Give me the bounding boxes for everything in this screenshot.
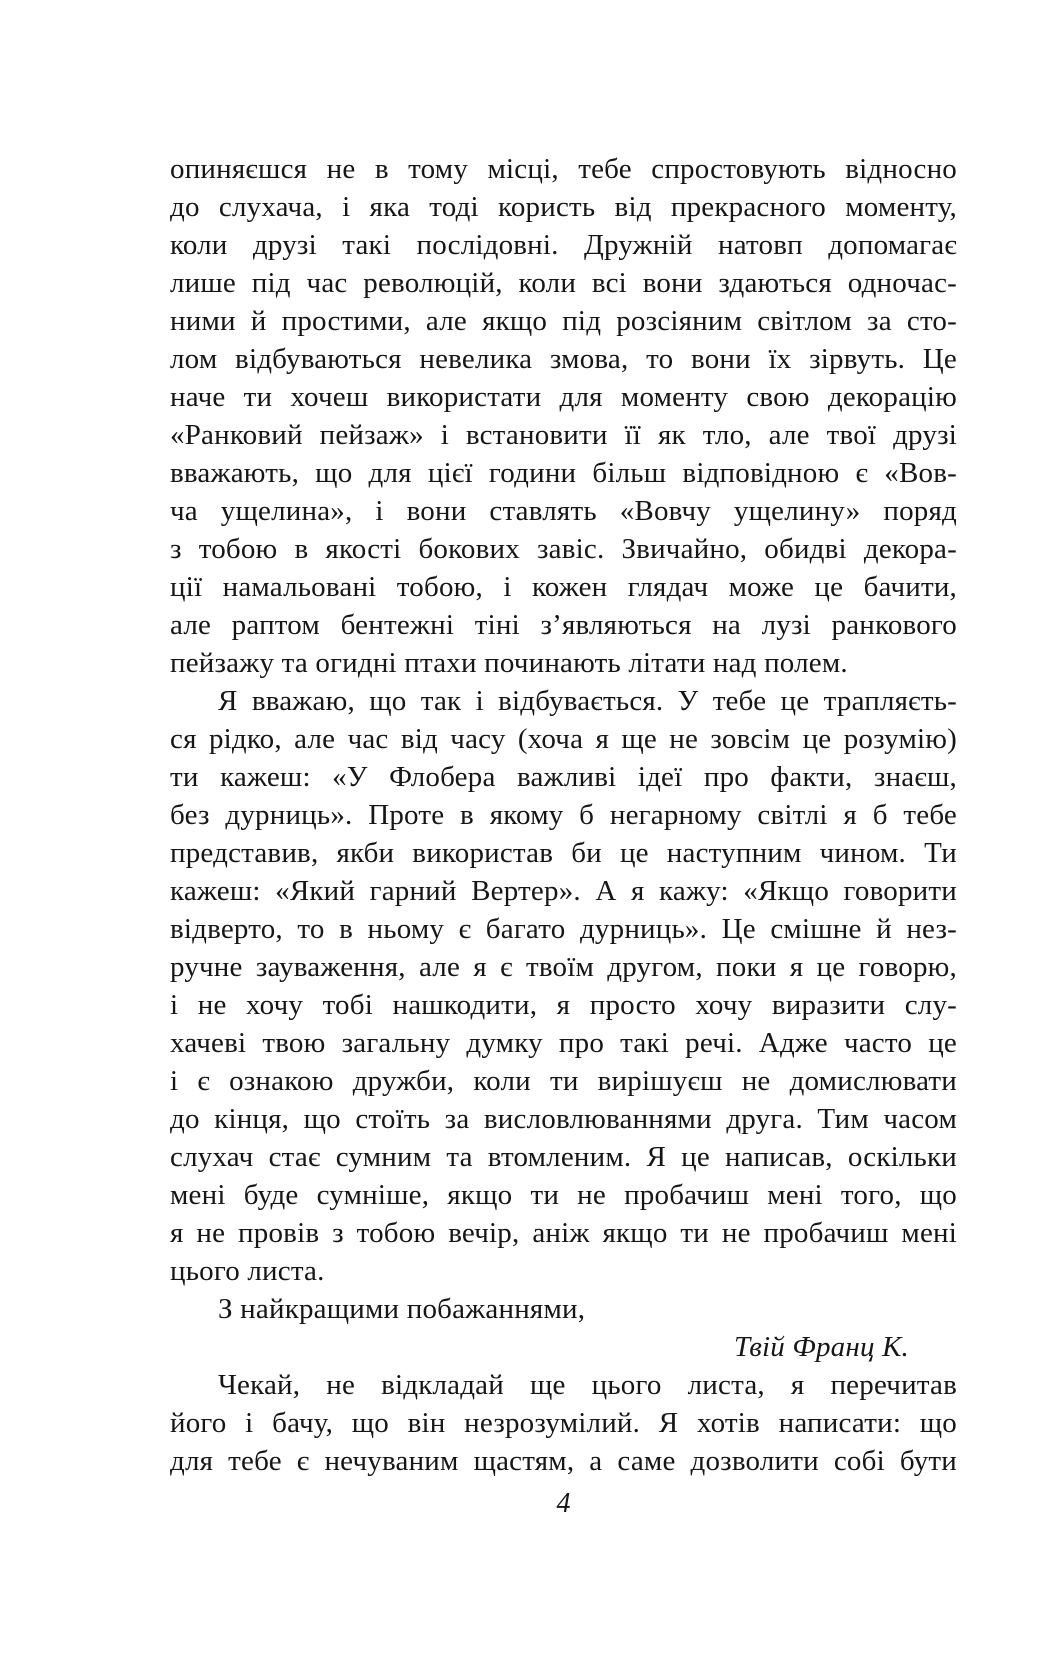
text-line: «Ранковий пейзаж» і встановити її як тло, але твої друзі	[170, 419, 957, 451]
page-number: 4	[556, 1488, 571, 1519]
text-line: хачеві твою загальну думку про такі речі. Адже часто це	[170, 1027, 957, 1059]
text-line: для тебе є нечуваним щастям, а саме дозволити собі бути	[170, 1445, 957, 1477]
text-line: Чекай, не відкладай ще цього листа, я перечитав	[218, 1369, 957, 1401]
text-line: слухач стає сумним та втомленим. Я це написав, оскільки	[170, 1141, 957, 1173]
text-line: його і бачу, що він незрозумілий. Я хотів написати: що	[170, 1407, 957, 1439]
text-line: ся рідко, але час від часу (хоча я ще не зовсім це розумію)	[170, 723, 957, 755]
body-text	[170, 150, 957, 1480]
text-line: кажеш: «Який гарний Вертер». А я кажу: «Якщо говорити	[170, 875, 957, 907]
text-line: до слухача, і яка тоді користь від прекрасного моменту,	[170, 191, 957, 223]
text-line: лом відбуваються невелика змова, то вони їх зірвуть. Це	[170, 343, 957, 375]
text-line: до кінця, що стоїть за висловлюваннями друга. Тим часом	[170, 1103, 957, 1135]
signature-line: Твій Франц К.	[733, 1331, 909, 1363]
text-line: без дурниць». Проте в якому б негарному світлі я б тебе	[170, 799, 957, 831]
text-line: ти кажеш: «У Флобера важливі ідеї про факти, знаєш,	[170, 761, 957, 793]
text-line: представив, якби використав би це наступним чином. Ти	[170, 837, 957, 869]
text-line: ції намальовані тобою, і кожен глядач може це бачити,	[170, 571, 957, 603]
text-line: ними й простими, але якщо під розсіяним світлом за сто-	[170, 305, 957, 337]
text-line: цього листа.	[170, 1255, 325, 1287]
text-line: коли друзі такі послідовні. Дружній натовп допомагає	[170, 229, 957, 261]
text-line: відверто, то в ньому є багато дурниць». Це смішне й нез-	[170, 913, 957, 945]
text-line: але раптом бентежні тіні з’являються на лузі ранкового	[170, 609, 957, 641]
text-line: пейзажу та огидні птахи починають літати над полем.	[170, 647, 848, 679]
text-line: наче ти хочеш використати для моменту свою декорацію	[170, 381, 957, 413]
text-line: з тобою в якості бокових завіс. Звичайно, обидві декора-	[170, 533, 957, 565]
text-line: опиняєшся не в тому місці, тебе спростовують відносно	[170, 153, 957, 185]
text-line: вважають, що для цієї години більш відповідною є «Вов-	[170, 457, 957, 489]
text-line: З найкращими побажаннями,	[218, 1293, 586, 1325]
text-line: Я вважаю, що так і відбувається. У тебе це трапляєть-	[218, 685, 957, 717]
text-line: ручне зауваження, але я є твоїм другом, поки я це говорю,	[170, 951, 957, 983]
text-line: і є ознакою дружби, коли ти вирішуєш не домислювати	[170, 1065, 957, 1097]
text-line: я не провів з тобою вечір, аніж якщо ти не пробачиш мені	[170, 1217, 957, 1249]
text-line: ча ущелина», і вони ставлять «Вовчу ущелину» поряд	[170, 495, 957, 527]
text-line: лише під час революцій, коли всі вони здаються одночас-	[170, 267, 957, 299]
text-line: мені буде сумніше, якщо ти не пробачиш мені того, що	[170, 1179, 957, 1211]
text-line: і не хочу тобі нашкодити, я просто хочу виразити слу-	[170, 989, 957, 1021]
page-text-block	[170, 150, 957, 1520]
